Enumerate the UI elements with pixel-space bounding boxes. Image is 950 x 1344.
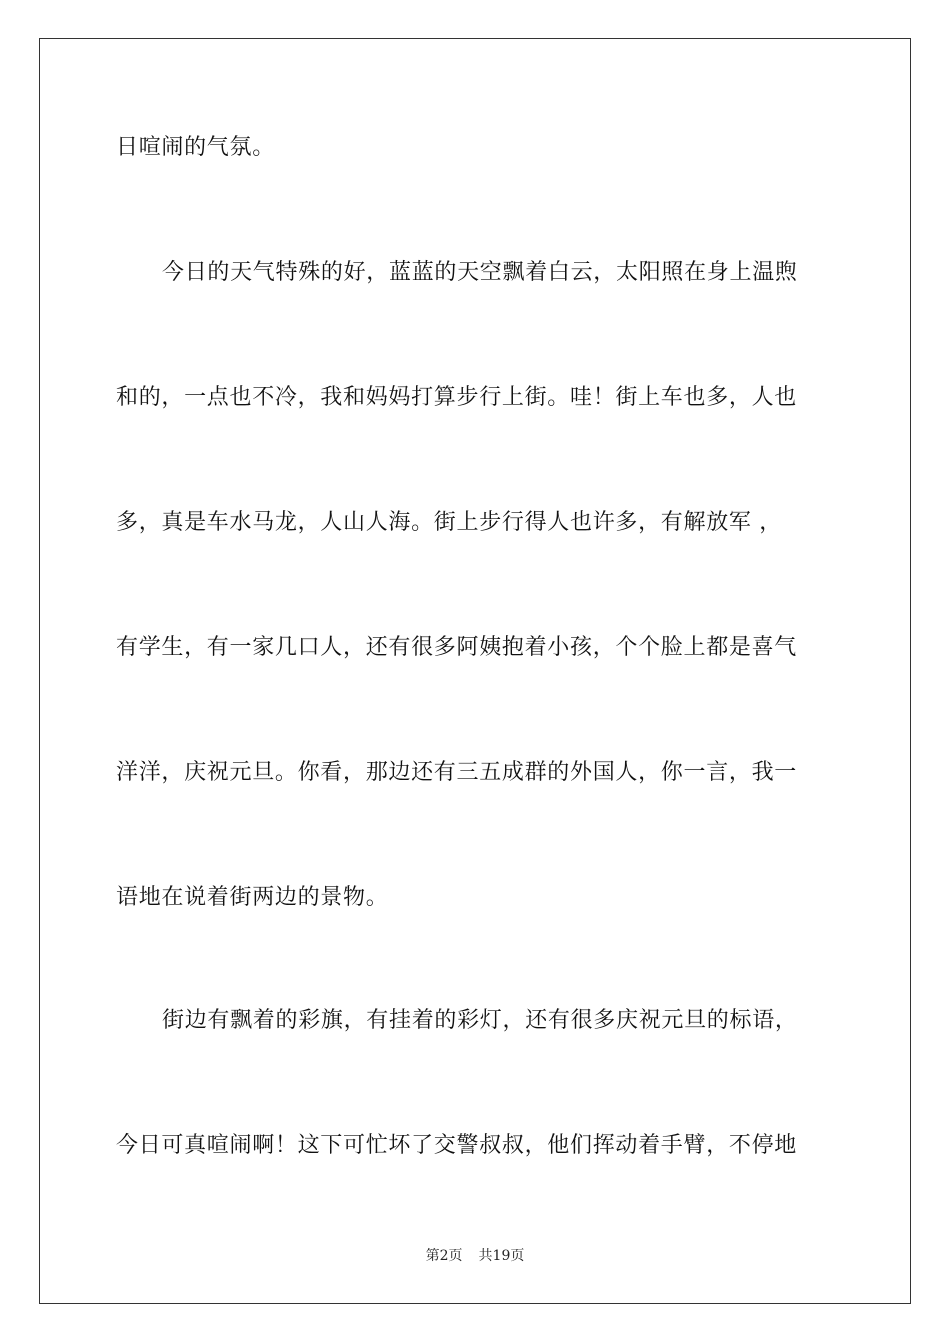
page-footer [0,1245,950,1265]
text-line: 多，真是车水马龙，人山人海。街上步行得人也许多，有解放军 ， [116,510,782,535]
text-line: 和的，一点也不冷，我和妈妈打算步行上街。哇！街上车也多，人也 [116,385,798,410]
page-number: 第2页 [425,1248,463,1264]
page-border [39,38,911,1304]
page-total: 共19页 [478,1248,525,1264]
paragraph-start-line: 今日的天气特殊的好，蓝蓝的天空飘着白云，太阳照在身上温煦 [162,260,798,285]
paragraph-start-line: 街边有飘着的彩旗，有挂着的彩灯，还有很多庆祝元旦的标语， [162,1008,798,1033]
text-line: 有学生，有一家几口人，还有很多阿姨抱着小孩，个个脸上都是喜气 [116,635,798,660]
text-line: 日喧闹的气氛。 [116,135,275,160]
text-line: 语地在说着街两边的景物。 [116,885,389,910]
text-line: 洋洋，庆祝元旦。你看，那边还有三五成群的外国人，你一言，我一 [116,760,798,785]
text-line: 今日可真喧闹啊！这下可忙坏了交警叔叔，他们挥动着手臂，不停地 [116,1133,798,1158]
